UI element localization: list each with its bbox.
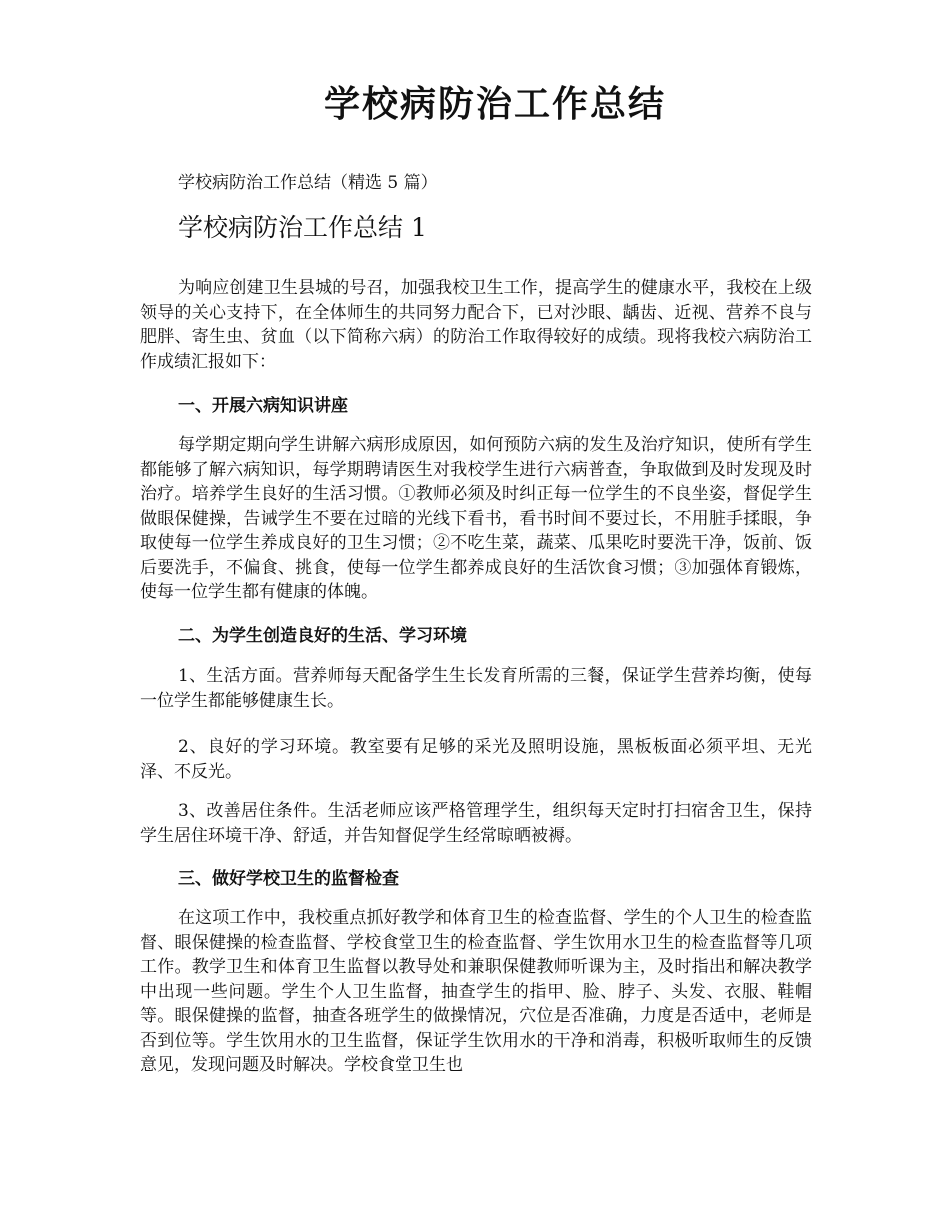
inspection-paragraph: 在这项工作中，我校重点抓好教学和体育卫生的检查监督、学生的个人卫生的检查监督、眼保健操的检查监督、学校食堂卫生的检查监督、学生饮用水卫生的检查监督等几项工作。教学卫生和体育卫生监督以教导处和兼职保健教师听课为主，及时指出和解决教学中出现一些问题。学生个人卫生监督，抽查学生的指甲、脸、脖子、头发、衣服、鞋帽等。眼保健操的监督，抽查各班学生的做操情况，穴位是否准确，力度是否适中，老师是否到位等。学生饮用水的卫生监督，保证学生饮用水的干净和消毒，积极听取师生的反馈意见，发现问题及时解决。学校食堂卫生也: [140, 908, 812, 1075]
heading-inspection: 三、做好学校卫生的监督检查: [178, 869, 399, 889]
heading-environment: 二、为学生创造良好的生活、学习环境: [178, 626, 467, 646]
environment-item-3: 3、改善居住条件。生活老师应该严格管理学生，组织每天定时打扫宿舍卫生，保持学生居住环境干净、舒适，并告知督促学生经常晾晒被褥。: [140, 801, 812, 846]
section-title: 学校病防治工作总结 1: [178, 213, 427, 242]
environment-item-1: 1、生活方面。营养师每天配备学生生长发育所需的三餐，保证学生营养均衡，使每一位学生都能够健康生长。: [140, 666, 812, 711]
document-subtitle: 学校病防治工作总结（精选 5 篇）: [178, 173, 438, 193]
lectures-paragraph: 每学期定期向学生讲解六病形成原因，如何预防六病的发生及治疗知识，使所有学生都能够了解六病知识，每学期聘请医生对我校学生进行六病普查，争取做到及时发现及时治疗。培养学生良好的生活习惯。①教师必须及时纠正每一位学生的不良坐姿，督促学生做眼保健操，告诫学生不要在过暗的光线下看书，看书时间不要过长，不用脏手揉眼，争取使每一位学生养成良好的卫生习惯；②不吃生菜，蔬菜、瓜果吃时要洗干净，饭前、饭后要洗手，不偏食、挑食，使每一位学生都养成良好的生活饮食习惯；③加强体育锻炼，使每一位学生都有健康的体魄。: [140, 435, 812, 602]
intro-paragraph: 为响应创建卫生县城的号召，加强我校卫生工作，提高学生的健康水平，我校在上级领导的关心支持下，在全体师生的共同努力配合下，已对沙眼、龋齿、近视、营养不良与肥胖、寄生虫、贫血（以下简称六病）的防治工作取得较好的成绩。现将我校六病防治工作成绩汇报如下：: [140, 278, 812, 372]
document-title: 学校病防治工作总结: [323, 83, 666, 125]
heading-lectures: 一、开展六病知识讲座: [178, 396, 348, 416]
environment-item-2: 2、良好的学习环境。教室要有足够的采光及照明设施，黑板板面必须平坦、无光泽、不反光。: [140, 737, 812, 782]
